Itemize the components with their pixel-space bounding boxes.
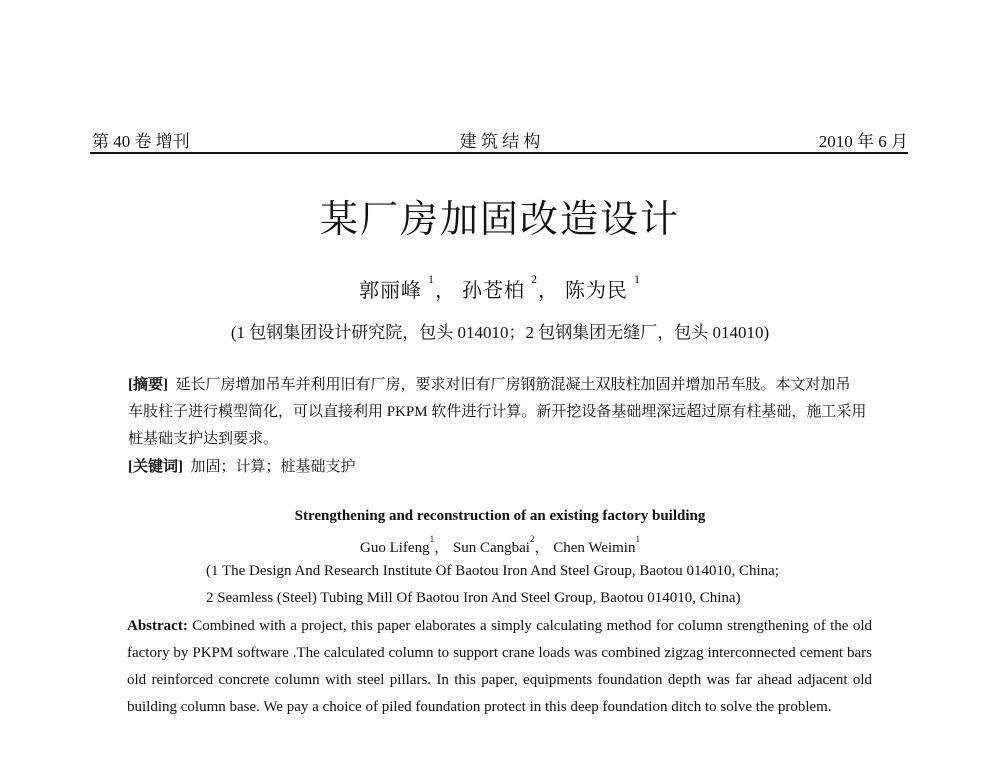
abstract-cn-line-2: 车肢柱子进行模型简化，可以直接利用 PKPM 软件进行计算。新开挖设备基础埋深远超过原有柱基础，施工采用 bbox=[128, 404, 867, 420]
abstract-en bbox=[127, 613, 872, 721]
keywords-cn-label: [关键词] bbox=[128, 459, 183, 475]
affiliation-en-line-2: 2 Seamless (Steel) Tubing Mill Of Baotou Iron And Steel Group, Baotou 014010, China) bbox=[206, 590, 741, 606]
author-separator: ， bbox=[434, 540, 450, 556]
abstract-en-text: Combined with a project, this paper elaborates a simply calculating method for column strengthening of the old factory by PKPM software .The calculated column to support crane loads was combined zigzag interconnected cement bars old reinforced concrete column with steel pillars. In this paper, equipments foundation depth was far ahead adjacent old building column base. We pay a choice of piled foundation protect in this deep foundation ditch to solve the problem. bbox=[127, 618, 872, 715]
journal-name: 建 筑 结 构 bbox=[459, 132, 541, 151]
keywords-cn bbox=[128, 455, 356, 476]
affiliation-cn: (1 包钢集团设计研究院，包头 014010；2 包钢集团无缝厂，包头 014010) bbox=[230, 323, 770, 342]
abstract-cn-line-3: 桩基础支护达到要求。 bbox=[128, 431, 279, 447]
header-rule bbox=[90, 152, 908, 154]
authors-cn bbox=[0, 274, 1000, 303]
authors-en bbox=[0, 536, 1000, 557]
author-separator: ， bbox=[534, 540, 550, 556]
paper-title-en: Strengthening and reconstruction of an existing factory building bbox=[294, 508, 706, 524]
author-en-1: Guo Lifeng$^1$ bbox=[360, 534, 435, 556]
author-en-3: Chen Weimin$^1$ bbox=[553, 534, 640, 556]
affiliation-en-line-1: (1 The Design And Research Institute Of Baotou Iron And Steel Group, Baotou 014010, China; bbox=[206, 563, 779, 579]
abstract-en-label: Abstract: bbox=[127, 618, 188, 634]
journal-date: 2010 年 6 月 bbox=[818, 132, 908, 151]
author-cn-3: 陈为民 $^1$ bbox=[565, 272, 641, 302]
author-cn-2: 孙苍柏 $^2$ bbox=[462, 272, 538, 302]
author-en-2: Sun Cangbai$^2$ bbox=[452, 534, 535, 556]
keywords-cn-text: 加固；计算；桩基础支护 bbox=[190, 459, 356, 475]
abstract-cn-line-1: [摘要] 延长厂房增加吊车并利用旧有厂房，要求对旧有厂房钢筋混凝土双肢柱加固并增加吊车肢。本文对加吊 bbox=[128, 377, 851, 393]
author-separator: ， bbox=[538, 280, 559, 302]
abstract-cn-label: [摘要] bbox=[128, 377, 168, 393]
journal-volume: 第 40 卷 增刊 bbox=[92, 132, 190, 151]
author-cn-1: 郭丽峰 $^1$ bbox=[359, 272, 435, 302]
author-separator: ， bbox=[435, 280, 456, 302]
paper-title-cn: 某厂房加固改造设计 bbox=[319, 199, 680, 241]
